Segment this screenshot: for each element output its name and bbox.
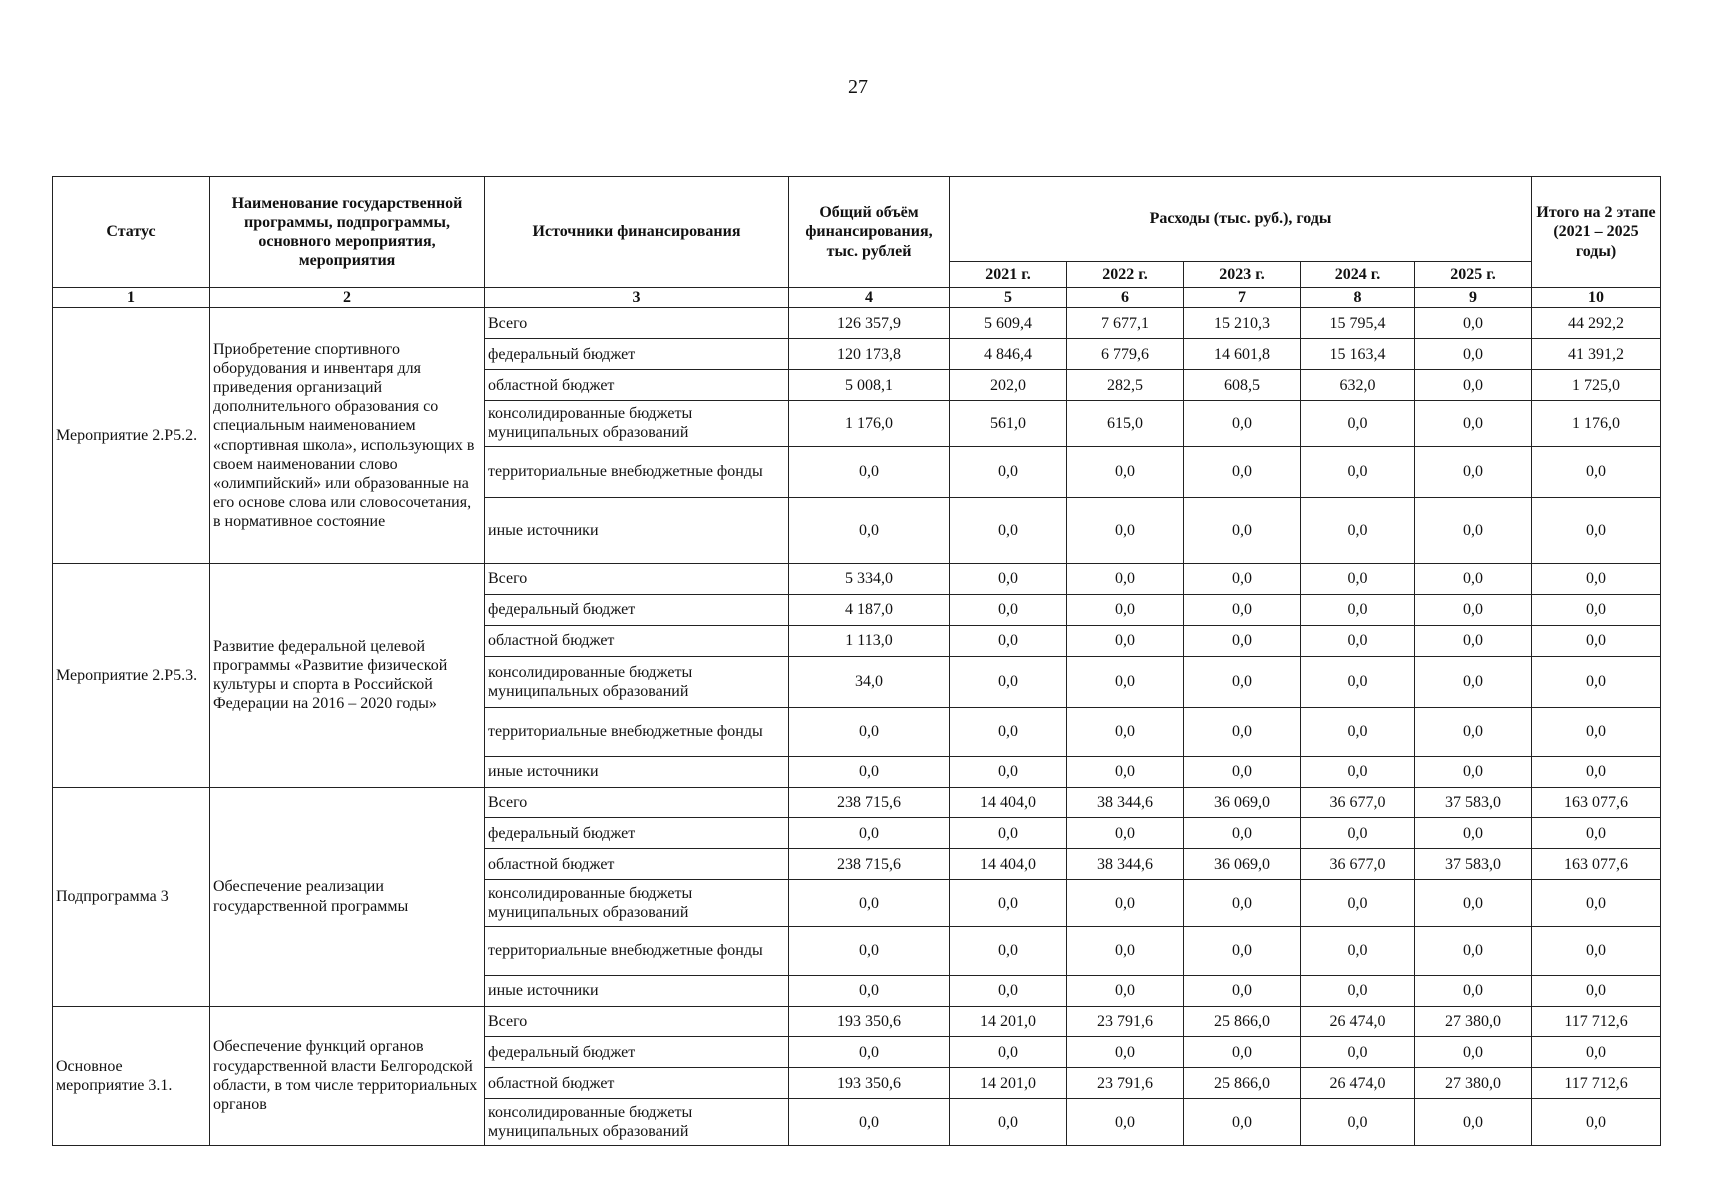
total-value-cell: 0,0 [789, 926, 950, 975]
header-status: Статус [53, 177, 210, 288]
stage-total-cell: 0,0 [1532, 497, 1661, 563]
year-value-cell: 0,0 [1301, 756, 1415, 787]
table-row [53, 787, 1661, 818]
stage-total-cell: 0,0 [1532, 564, 1661, 595]
year-value-cell: 0,0 [1301, 595, 1415, 626]
year-value-cell: 27 380,0 [1415, 1068, 1532, 1099]
header-stage-total: Итого на 2 этапе (2021 – 2025 годы) [1532, 177, 1661, 288]
year-value-cell: 0,0 [1415, 707, 1532, 756]
year-value-cell: 0,0 [1301, 401, 1415, 447]
header-sources: Источники финансирования [485, 177, 789, 288]
financing-table [52, 176, 1661, 1146]
year-value-cell: 0,0 [1184, 926, 1301, 975]
stage-total-cell: 0,0 [1532, 756, 1661, 787]
year-value-cell: 0,0 [1415, 401, 1532, 447]
program-name-cell: Обеспечение функций органов государственной власти Белгородской области, в том числе территориальных органов [210, 1006, 485, 1145]
stage-total-cell: 0,0 [1532, 1037, 1661, 1068]
funding-source-cell: Всего [485, 1006, 789, 1037]
year-value-cell: 0,0 [1067, 926, 1184, 975]
funding-source-cell: Всего [485, 564, 789, 595]
year-value-cell: 15 163,4 [1301, 339, 1415, 370]
year-value-cell: 15 210,3 [1184, 308, 1301, 339]
year-value-cell: 0,0 [1184, 626, 1301, 657]
year-value-cell: 0,0 [1067, 880, 1184, 926]
year-value-cell: 0,0 [1301, 818, 1415, 849]
year-value-cell: 0,0 [1415, 497, 1532, 563]
year-value-cell: 0,0 [1415, 1037, 1532, 1068]
year-value-cell: 37 583,0 [1415, 787, 1532, 818]
total-value-cell: 0,0 [789, 1037, 950, 1068]
total-value-cell: 238 715,6 [789, 849, 950, 880]
year-value-cell: 5 609,4 [950, 308, 1067, 339]
year-value-cell: 0,0 [1067, 446, 1184, 497]
year-value-cell: 14 201,0 [950, 1006, 1067, 1037]
year-value-cell: 0,0 [1415, 370, 1532, 401]
stage-total-cell: 44 292,2 [1532, 308, 1661, 339]
header-year: 2021 г. [950, 262, 1067, 288]
year-value-cell: 202,0 [950, 370, 1067, 401]
total-value-cell: 0,0 [789, 975, 950, 1006]
year-value-cell: 282,5 [1067, 370, 1184, 401]
year-value-cell: 0,0 [1415, 880, 1532, 926]
year-value-cell: 0,0 [950, 707, 1067, 756]
header-name: Наименование государственной программы, подпрограммы, основного мероприятия, мероприятия [210, 177, 485, 288]
header-total: Общий объём финансирования, тыс. рублей [789, 177, 950, 288]
year-value-cell: 0,0 [1184, 818, 1301, 849]
funding-source-cell: иные источники [485, 756, 789, 787]
table-row [53, 564, 1661, 595]
year-value-cell: 0,0 [1067, 707, 1184, 756]
stage-total-cell: 163 077,6 [1532, 849, 1661, 880]
table-row [53, 1006, 1661, 1037]
header-year: 2025 г. [1415, 262, 1532, 288]
table-header [53, 177, 1661, 308]
year-value-cell: 23 791,6 [1067, 1068, 1184, 1099]
funding-source-cell: Всего [485, 787, 789, 818]
column-index: 2 [210, 288, 485, 308]
year-value-cell: 0,0 [950, 1099, 1067, 1146]
column-index: 6 [1067, 288, 1184, 308]
year-value-cell: 0,0 [950, 818, 1067, 849]
funding-source-cell: федеральный бюджет [485, 339, 789, 370]
year-value-cell: 0,0 [1067, 975, 1184, 1006]
stage-total-cell: 117 712,6 [1532, 1068, 1661, 1099]
year-value-cell: 6 779,6 [1067, 339, 1184, 370]
funding-source-cell: территориальные внебюджетные фонды [485, 446, 789, 497]
year-value-cell: 0,0 [950, 880, 1067, 926]
year-value-cell: 0,0 [1184, 1037, 1301, 1068]
funding-source-cell: иные источники [485, 497, 789, 563]
stage-total-cell: 0,0 [1532, 818, 1661, 849]
year-value-cell: 0,0 [1301, 975, 1415, 1006]
year-value-cell: 23 791,6 [1067, 1006, 1184, 1037]
year-value-cell: 0,0 [950, 756, 1067, 787]
stage-total-cell: 0,0 [1532, 880, 1661, 926]
year-value-cell: 0,0 [1415, 926, 1532, 975]
total-value-cell: 4 187,0 [789, 595, 950, 626]
year-value-cell: 36 069,0 [1184, 787, 1301, 818]
year-value-cell: 0,0 [950, 595, 1067, 626]
year-value-cell: 0,0 [1067, 1037, 1184, 1068]
year-value-cell: 0,0 [1184, 707, 1301, 756]
funding-source-cell: Всего [485, 308, 789, 339]
total-value-cell: 193 350,6 [789, 1006, 950, 1037]
year-value-cell: 0,0 [950, 497, 1067, 563]
year-value-cell: 0,0 [1415, 308, 1532, 339]
year-value-cell: 615,0 [1067, 401, 1184, 447]
year-value-cell: 0,0 [1301, 1099, 1415, 1146]
program-name-cell: Обеспечение реализации государственной программы [210, 787, 485, 1006]
stage-total-cell: 0,0 [1532, 975, 1661, 1006]
funding-source-cell: областной бюджет [485, 626, 789, 657]
year-value-cell: 0,0 [1301, 926, 1415, 975]
year-value-cell: 36 069,0 [1184, 849, 1301, 880]
year-value-cell: 0,0 [1184, 880, 1301, 926]
funding-source-cell: консолидированные бюджеты муниципальных образований [485, 880, 789, 926]
page-number: 27 [848, 76, 868, 98]
total-value-cell: 126 357,9 [789, 308, 950, 339]
total-value-cell: 5 334,0 [789, 564, 950, 595]
year-value-cell: 0,0 [950, 564, 1067, 595]
column-index: 9 [1415, 288, 1532, 308]
year-value-cell: 608,5 [1184, 370, 1301, 401]
year-value-cell: 26 474,0 [1301, 1006, 1415, 1037]
total-value-cell: 0,0 [789, 446, 950, 497]
year-value-cell: 7 677,1 [1067, 308, 1184, 339]
year-value-cell: 0,0 [950, 626, 1067, 657]
year-value-cell: 0,0 [1301, 497, 1415, 563]
year-value-cell: 0,0 [1067, 657, 1184, 708]
column-index: 8 [1301, 288, 1415, 308]
funding-source-cell: областной бюджет [485, 1068, 789, 1099]
year-value-cell: 25 866,0 [1184, 1006, 1301, 1037]
program-name-cell: Приобретение спортивного оборудования и инвентаря для приведения организаций дополнительного образования со специальным наименованием «спортивная школа», использующих в своем наименовании слово «олимпийский» или образованные на его основе слова или словосочетания, в нормативное состояние [210, 308, 485, 564]
total-value-cell: 0,0 [789, 756, 950, 787]
funding-source-cell: территориальные внебюджетные фонды [485, 707, 789, 756]
year-value-cell: 0,0 [1067, 497, 1184, 563]
total-value-cell: 0,0 [789, 707, 950, 756]
total-value-cell: 0,0 [789, 497, 950, 563]
stage-total-cell: 0,0 [1532, 657, 1661, 708]
funding-source-cell: консолидированные бюджеты муниципальных образований [485, 657, 789, 708]
funding-source-cell: территориальные внебюджетные фонды [485, 926, 789, 975]
year-value-cell: 0,0 [1184, 497, 1301, 563]
year-value-cell: 0,0 [1415, 564, 1532, 595]
year-value-cell: 632,0 [1301, 370, 1415, 401]
funding-source-cell: консолидированные бюджеты муниципальных образований [485, 401, 789, 447]
status-cell: Мероприятие 2.Р5.3. [53, 564, 210, 787]
year-value-cell: 0,0 [1301, 880, 1415, 926]
year-value-cell: 0,0 [1067, 818, 1184, 849]
year-value-cell: 0,0 [1067, 1099, 1184, 1146]
year-value-cell: 0,0 [1301, 707, 1415, 756]
year-value-cell: 0,0 [1415, 818, 1532, 849]
stage-total-cell: 41 391,2 [1532, 339, 1661, 370]
stage-total-cell: 0,0 [1532, 595, 1661, 626]
total-value-cell: 193 350,6 [789, 1068, 950, 1099]
stage-total-cell: 1 725,0 [1532, 370, 1661, 401]
year-value-cell: 0,0 [1301, 657, 1415, 708]
year-value-cell: 0,0 [1301, 626, 1415, 657]
year-value-cell: 0,0 [1184, 595, 1301, 626]
year-value-cell: 0,0 [950, 1037, 1067, 1068]
year-value-cell: 0,0 [1067, 626, 1184, 657]
stage-total-cell: 0,0 [1532, 446, 1661, 497]
year-value-cell: 0,0 [1415, 626, 1532, 657]
status-cell: Подпрограмма 3 [53, 787, 210, 1006]
year-value-cell: 0,0 [950, 657, 1067, 708]
funding-source-cell: иные источники [485, 975, 789, 1006]
year-value-cell: 0,0 [1067, 595, 1184, 626]
year-value-cell: 0,0 [1415, 595, 1532, 626]
column-index: 3 [485, 288, 789, 308]
year-value-cell: 0,0 [1184, 975, 1301, 1006]
total-value-cell: 5 008,1 [789, 370, 950, 401]
year-value-cell: 0,0 [1184, 446, 1301, 497]
year-value-cell: 0,0 [1415, 975, 1532, 1006]
total-value-cell: 0,0 [789, 818, 950, 849]
year-value-cell: 0,0 [1415, 756, 1532, 787]
year-value-cell: 38 344,6 [1067, 849, 1184, 880]
column-index: 1 [53, 288, 210, 308]
year-value-cell: 0,0 [1301, 446, 1415, 497]
year-value-cell: 36 677,0 [1301, 787, 1415, 818]
year-value-cell: 25 866,0 [1184, 1068, 1301, 1099]
header-year: 2024 г. [1301, 262, 1415, 288]
year-value-cell: 26 474,0 [1301, 1068, 1415, 1099]
year-value-cell: 36 677,0 [1301, 849, 1415, 880]
year-value-cell: 0,0 [950, 975, 1067, 1006]
funding-source-cell: федеральный бюджет [485, 1037, 789, 1068]
funding-source-cell: федеральный бюджет [485, 818, 789, 849]
stage-total-cell: 1 176,0 [1532, 401, 1661, 447]
column-index: 10 [1532, 288, 1661, 308]
table-body [53, 308, 1661, 1146]
year-value-cell: 14 404,0 [950, 849, 1067, 880]
stage-total-cell: 0,0 [1532, 626, 1661, 657]
year-value-cell: 0,0 [950, 926, 1067, 975]
year-value-cell: 0,0 [1067, 756, 1184, 787]
stage-total-cell: 0,0 [1532, 926, 1661, 975]
total-value-cell: 0,0 [789, 1099, 950, 1146]
year-value-cell: 37 583,0 [1415, 849, 1532, 880]
year-value-cell: 561,0 [950, 401, 1067, 447]
column-index: 4 [789, 288, 950, 308]
year-value-cell: 4 846,4 [950, 339, 1067, 370]
stage-total-cell: 0,0 [1532, 1099, 1661, 1146]
status-cell: Мероприятие 2.Р5.2. [53, 308, 210, 564]
year-value-cell: 0,0 [1415, 1099, 1532, 1146]
total-value-cell: 1 113,0 [789, 626, 950, 657]
header-expenses: Расходы (тыс. руб.), годы [950, 177, 1532, 262]
column-index: 5 [950, 288, 1067, 308]
table-row [53, 308, 1661, 339]
status-cell: Основное мероприятие 3.1. [53, 1006, 210, 1145]
year-value-cell: 0,0 [1184, 401, 1301, 447]
total-value-cell: 0,0 [789, 880, 950, 926]
year-value-cell: 0,0 [950, 446, 1067, 497]
year-value-cell: 15 795,4 [1301, 308, 1415, 339]
year-value-cell: 0,0 [1301, 1037, 1415, 1068]
year-value-cell: 0,0 [1415, 446, 1532, 497]
year-value-cell: 14 201,0 [950, 1068, 1067, 1099]
program-name-cell: Развитие федеральной целевой программы «Развитие физической культуры и спорта в Российской Федерации на 2016 – 2020 годы» [210, 564, 485, 787]
year-value-cell: 0,0 [1067, 564, 1184, 595]
total-value-cell: 238 715,6 [789, 787, 950, 818]
year-value-cell: 27 380,0 [1415, 1006, 1532, 1037]
year-value-cell: 14 601,8 [1184, 339, 1301, 370]
stage-total-cell: 0,0 [1532, 707, 1661, 756]
header-year: 2022 г. [1067, 262, 1184, 288]
year-value-cell: 0,0 [1184, 756, 1301, 787]
year-value-cell: 38 344,6 [1067, 787, 1184, 818]
funding-source-cell: консолидированные бюджеты муниципальных образований [485, 1099, 789, 1146]
header-year: 2023 г. [1184, 262, 1301, 288]
year-value-cell: 0,0 [1415, 657, 1532, 708]
stage-total-cell: 117 712,6 [1532, 1006, 1661, 1037]
year-value-cell: 14 404,0 [950, 787, 1067, 818]
total-value-cell: 1 176,0 [789, 401, 950, 447]
year-value-cell: 0,0 [1184, 657, 1301, 708]
total-value-cell: 120 173,8 [789, 339, 950, 370]
funding-source-cell: областной бюджет [485, 370, 789, 401]
year-value-cell: 0,0 [1184, 1099, 1301, 1146]
year-value-cell: 0,0 [1301, 564, 1415, 595]
column-index: 7 [1184, 288, 1301, 308]
stage-total-cell: 163 077,6 [1532, 787, 1661, 818]
funding-source-cell: федеральный бюджет [485, 595, 789, 626]
year-value-cell: 0,0 [1184, 564, 1301, 595]
funding-source-cell: областной бюджет [485, 849, 789, 880]
total-value-cell: 34,0 [789, 657, 950, 708]
year-value-cell: 0,0 [1415, 339, 1532, 370]
